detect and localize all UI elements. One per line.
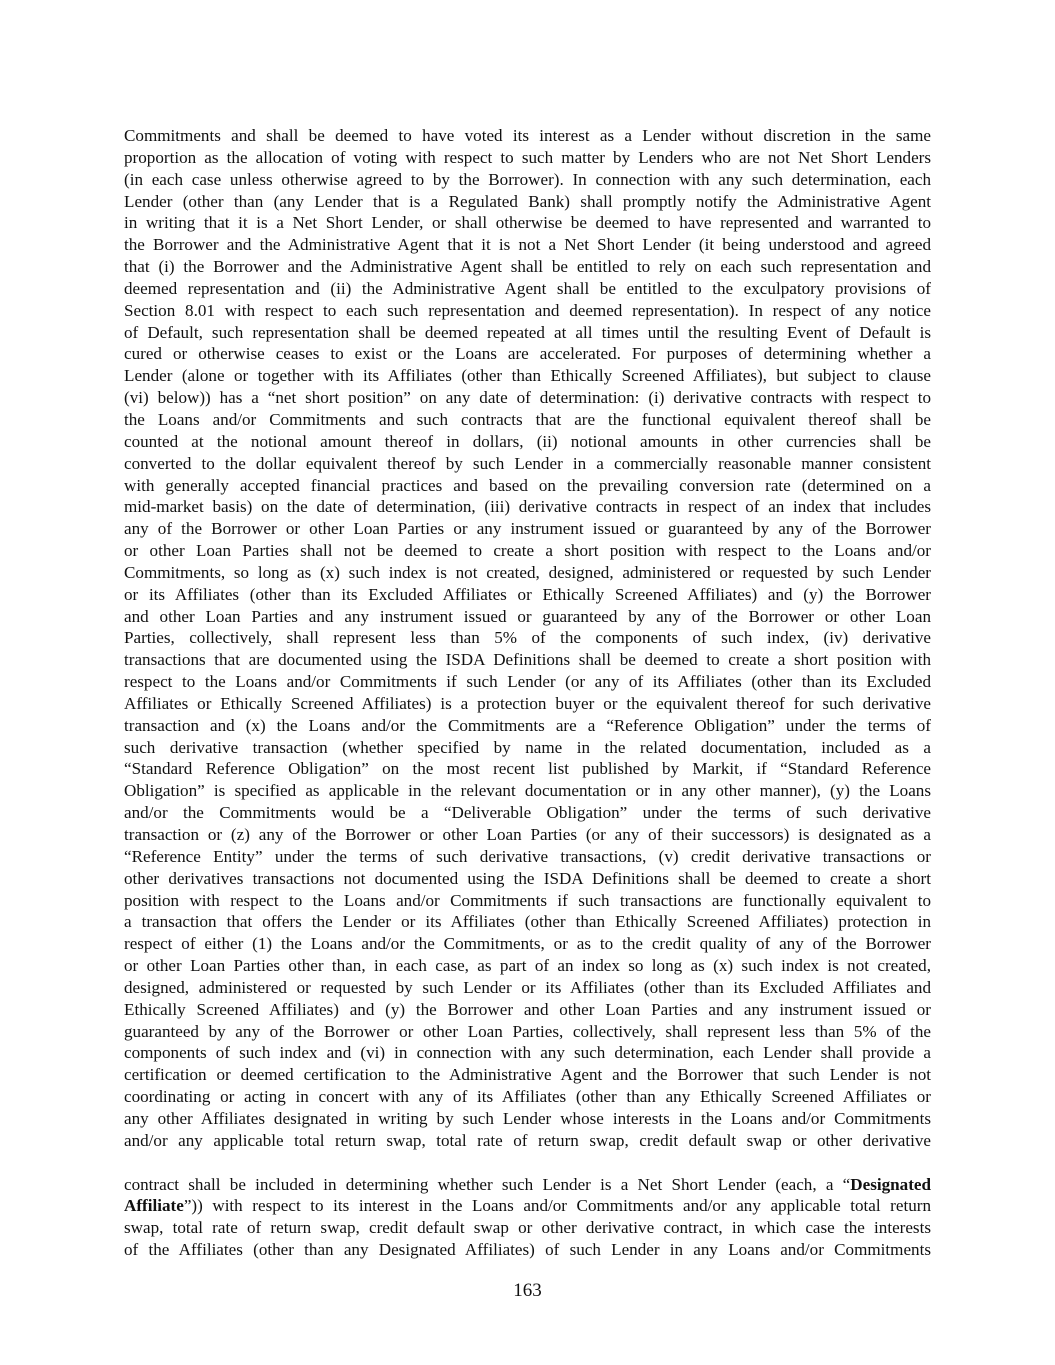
defined-term: Designated [850,1174,931,1194]
text-line: position with respect to the Loans and/or Commitments if such transactions are functionally equivalent to [124,890,931,910]
text-line: a transaction that offers the Lender or its Affiliates (other than Ethically Screened Affiliates) protection in [124,912,931,932]
body-paragraph [124,125,931,1261]
text-line: “Reference Entity” under the terms of such derivative transactions, (v) credit derivative transactions or [124,846,931,866]
text-line: or other Loan Parties shall not be deemed to create a short position with respect to the Loans and/or [124,541,931,561]
text-line: certification or deemed certification to the Administrative Agent and the Borrower that such Lender is not [124,1065,931,1085]
text-line: cured or otherwise ceases to exist or the Loans are accelerated. For purposes of determining whether a [124,344,931,364]
text-line: counted at the notional amount thereof in dollars, (ii) notional amounts in other currencies shall be [124,431,931,451]
text-line: and/or any applicable total return swap, total rate of return swap, credit default swap or other derivative [124,1130,931,1150]
text-line: deemed representation and (ii) the Administrative Agent shall be entitled to the exculpatory provisions of [124,278,931,298]
text-line: with generally accepted financial practices and based on the prevailing conversion rate (determined on a [124,475,931,495]
text-line-with-defined-term [124,1174,931,1196]
text-line: coordinating or acting in concert with any of its Affiliates (other than any Ethically Screened Affiliates or [124,1087,931,1107]
text-line: such derivative transaction (whether specified by name in the related documentation, included as a [124,737,931,757]
text-line: and other Loan Parties and any instrument issued or guaranteed by any of the Borrower or other Loan [124,606,931,626]
text-line: Lender (alone or together with its Affiliates (other than Ethically Screened Affiliates), but subject to clause [124,366,931,386]
text-line: transactions that are documented using the ISDA Definitions shall be deemed to create a short position with [124,650,931,670]
text-line: Commitments and shall be deemed to have voted its interest as a Lender without discretion in the same [124,126,931,145]
text-line: respect of either (1) the Loans and/or the Commitments, or as to the credit quality of any of the Borrower [124,934,931,954]
text-line: the Borrower and the Administrative Agent that it is not a Net Short Lender (it being understood and agreed [124,235,931,255]
text-line: components of such index and (vi) in connection with any such determination, each Lender shall provide a [124,1043,931,1063]
text-line: in writing that it is a Net Short Lender, or shall otherwise be deemed to have represented and warranted to [124,213,931,233]
text-line: (vi) below)) has a “net short position” on any date of determination: (i) derivative contracts with respect to [124,388,931,408]
text-line: Lender (other than (any Lender that is a Regulated Bank) shall promptly notify the Administrative Agent [124,191,931,211]
text-line: Commitments, so long as (x) such index is not created, designed, administered or requested by such Lender [124,562,931,582]
defined-term: Affiliate [124,1196,184,1216]
text-fragment: contract shall be included in determining whether such Lender is a Net Short Lender (each, a “ [124,1174,851,1194]
text-line: transaction and (x) the Loans and/or the Commitments are a “Reference Obligation” under the terms of [124,715,931,735]
text-line: Parties, collectively, shall represent less than 5% of the components of such index, (iv) derivative [124,628,931,648]
text-line: swap, total rate of return swap, credit default swap or other derivative contract, in which case the interests [124,1218,931,1238]
text-line: of Default, such representation shall be deemed repeated at all times until the resulting Event of Default is [124,322,931,342]
text-line-with-defined-term [124,1195,931,1217]
text-line: or other Loan Parties other than, in each case, as part of an index so long as (x) such index is not created, [124,956,931,976]
text-line: Section 8.01 with respect to each such representation and deemed representation). In respect of any notice [124,300,931,320]
text-line: guaranteed by any of the Borrower or other Loan Parties, collectively, shall represent less than 5% of the [124,1021,931,1041]
text-line: mid-market basis) on the date of determination, (iii) derivative contracts in respect of an index that includes [124,497,931,517]
text-line: transaction or (z) any of the Borrower or other Loan Parties (or any of their successors) is designated as a [124,825,931,844]
text-line: respect to the Loans and/or Commitments if such Lender (or any of its Affiliates (other than its Excluded [124,672,931,692]
text-line: or its Affiliates (other than its Excluded Affiliates or Ethically Screened Affiliates) and (y) the Borrower [124,584,931,604]
text-line: that (i) the Borrower and the Administrative Agent shall be entitled to rely on each such representation and [124,257,931,277]
text-line: any of the Borrower or other Loan Parties or any instrument issued or guaranteed by any of the Borrower [124,519,931,539]
page-number: 163 [513,1280,542,1301]
text-line: proportion as the allocation of voting with respect to such matter by Lenders who are not Net Short Lenders [124,147,931,167]
text-line: designed, administered or requested by such Lender or its Affiliates (other than its Excluded Affiliates and [124,977,931,997]
text-line: Ethically Screened Affiliates) and (y) the Borrower and other Loan Parties and any instrument issued or [124,999,931,1019]
text-line: Obligation” is specified as applicable in the relevant documentation or in any other manner), (y) the Loans [124,781,931,801]
text-line: of the Affiliates (other than any Designated Affiliates) of such Lender in any Loans and/or Commitments [124,1240,931,1260]
text-line: Affiliates or Ethically Screened Affiliates) is a protection buyer or the equivalent thereof for such derivative [124,693,931,713]
text-line [124,1152,931,1174]
text-line: any other Affiliates designated in writing by such Lender whose interests in the Loans and/or Commitments [124,1108,931,1128]
text-fragment: ”)) with respect to its interest in the Loans and/or Commitments and/or any applicable total return [183,1196,931,1216]
text-line: other derivatives transactions not documented using the ISDA Definitions shall be deemed to create a short [124,868,931,888]
text-line: the Loans and/or Commitments and such contracts that are the functional equivalent thereof shall be [124,409,931,429]
text-line: and/or the Commitments would be a “Deliverable Obligation” under the terms of such derivative [124,803,931,823]
text-line: “Standard Reference Obligation” on the most recent list published by Markit, if “Standard Reference [124,759,931,779]
text-line: converted to the dollar equivalent thereof by such Lender in a commercially reasonable manner consistent [124,453,931,473]
text-line: (in each case unless otherwise agreed to by the Borrower). In connection with any such determination, each [124,169,931,189]
